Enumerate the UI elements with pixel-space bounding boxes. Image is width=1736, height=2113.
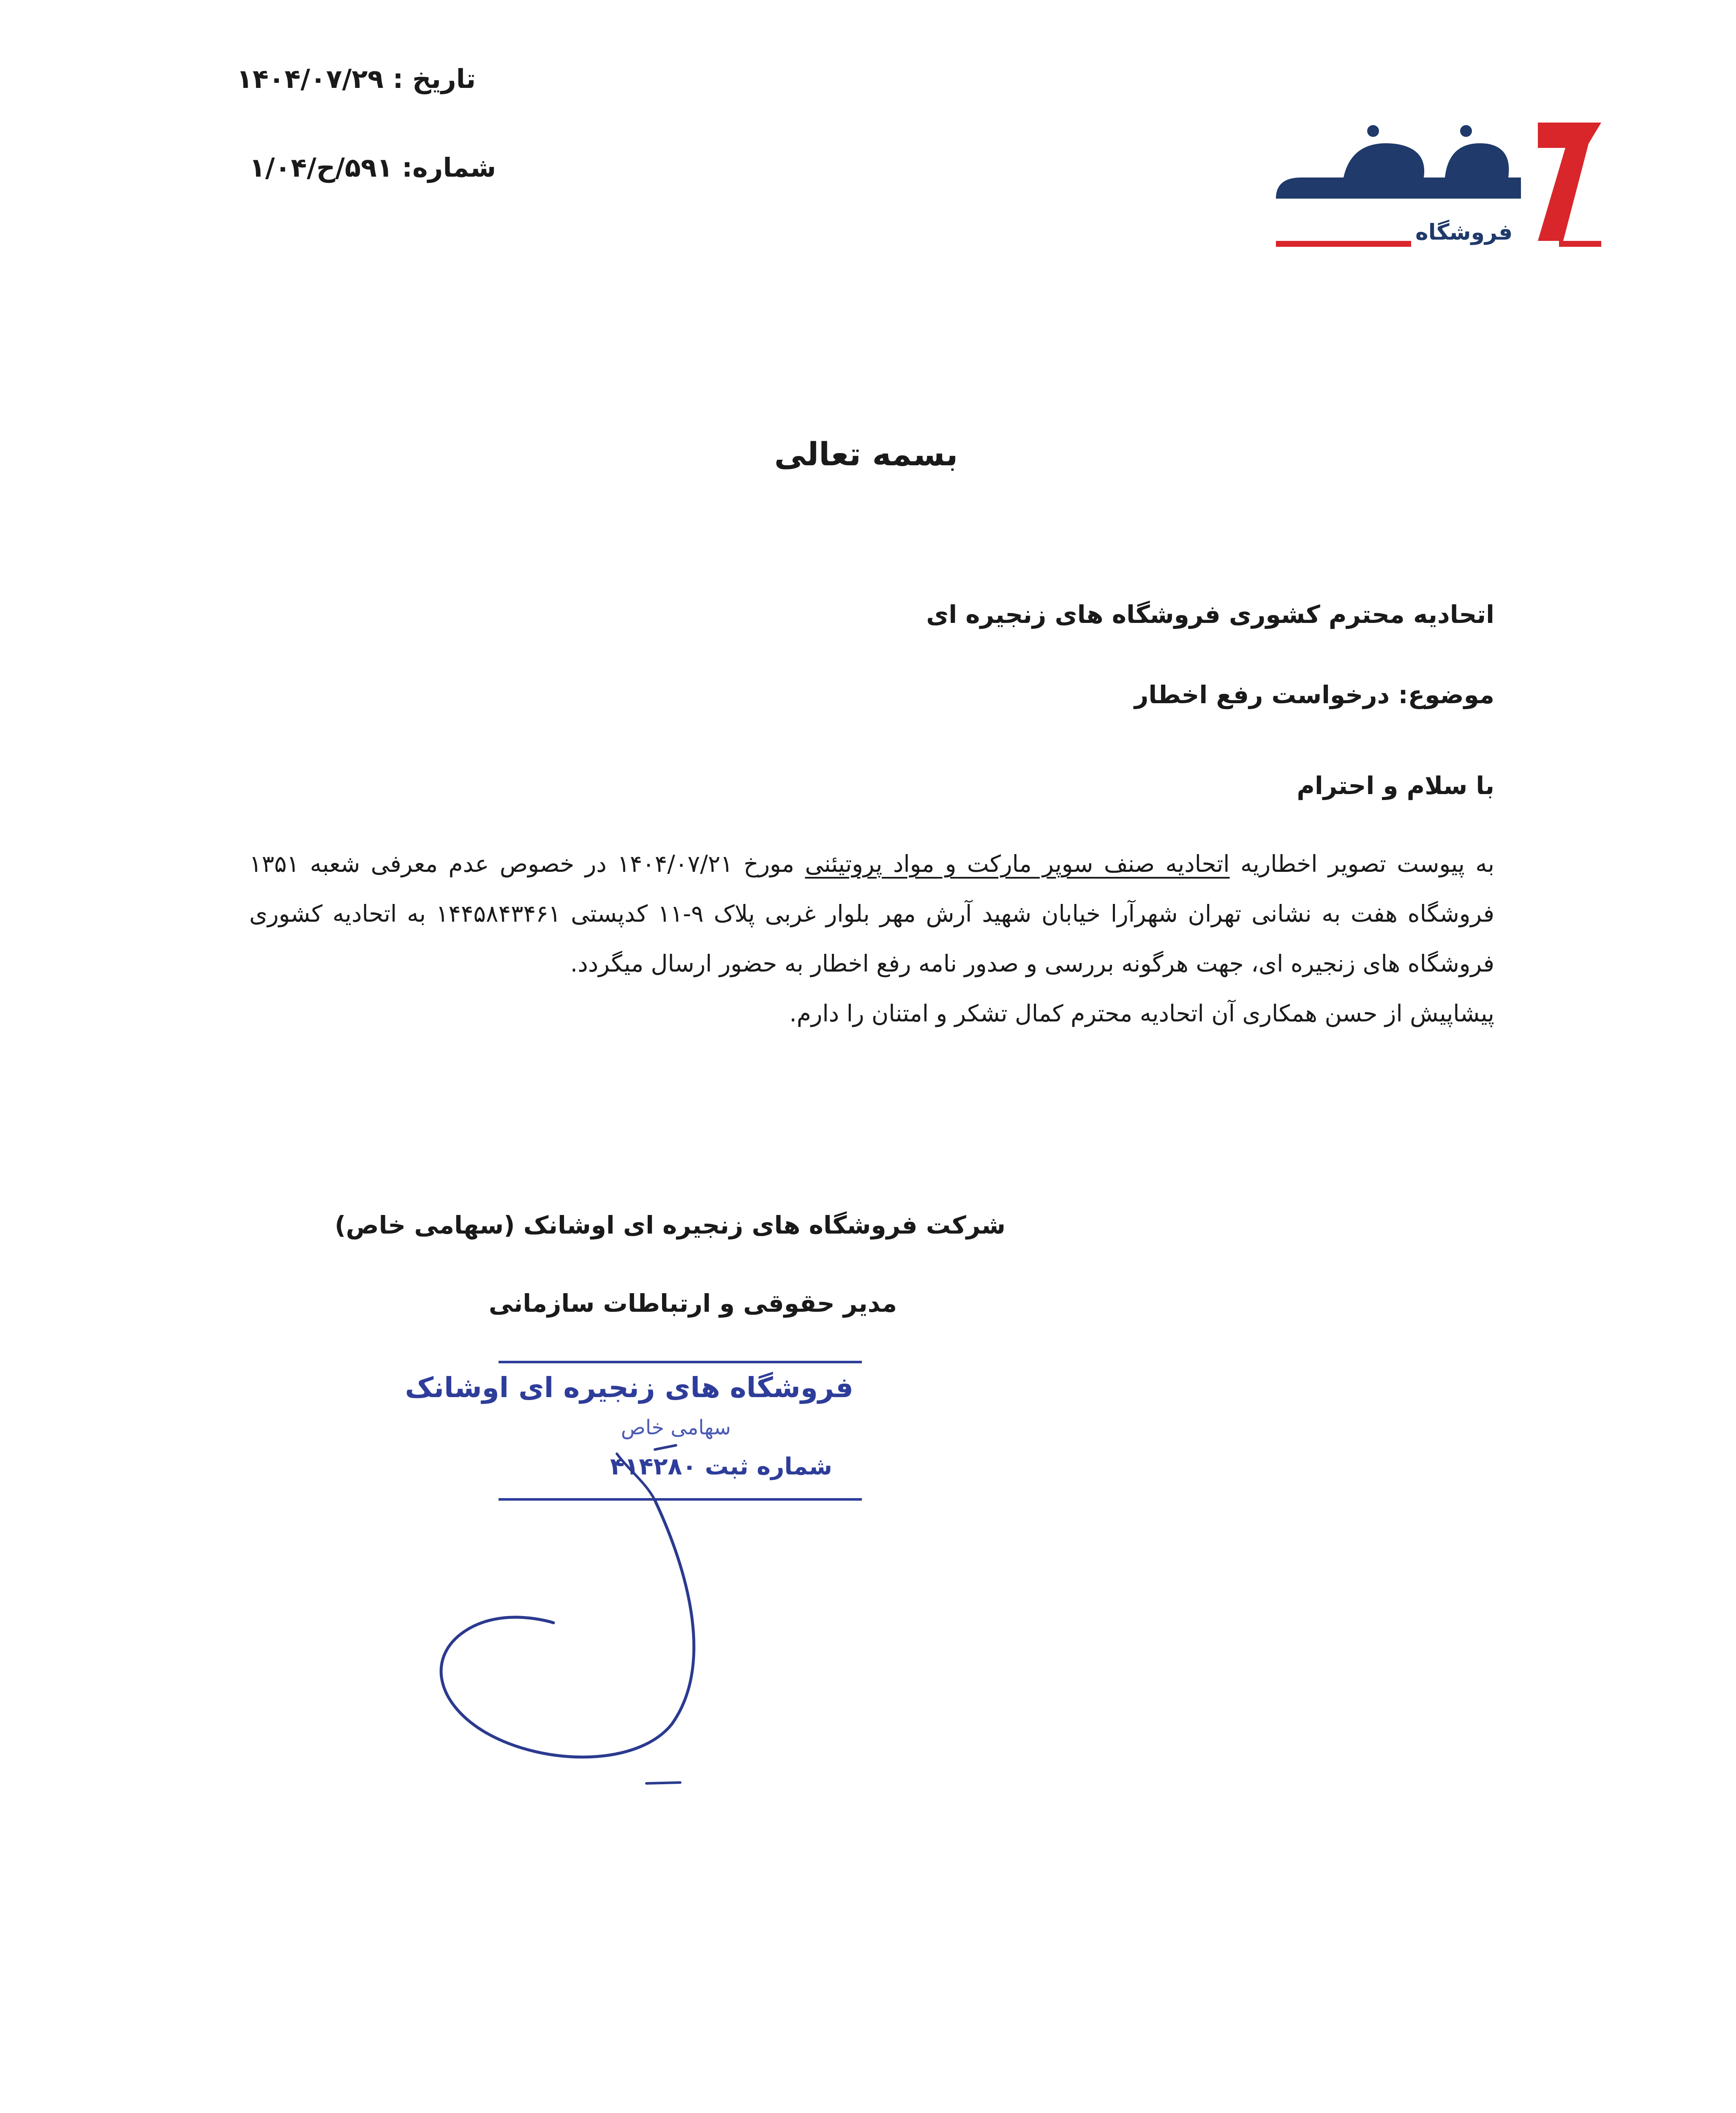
stamp-registration-number: شماره ثبت ۴۱۴۲۸۰ bbox=[610, 1453, 832, 1480]
body-paragraph-1 bbox=[249, 839, 1494, 988]
subject-line: موضوع: درخواست رفع اخطار bbox=[1134, 680, 1494, 709]
letter-date: تاریخ : ۱۴۰۴/۰۷/۲۹ bbox=[237, 63, 476, 94]
handwritten-signature bbox=[418, 1395, 722, 1813]
signature-stroke bbox=[617, 1454, 655, 1500]
haft-stores-logo bbox=[1267, 114, 1605, 258]
logo-word-shape bbox=[1276, 143, 1521, 199]
letter-number: شماره: ۵۹۱/ح/۱/۰۴ bbox=[249, 152, 496, 183]
sender-position: مدیر حقوقی و ارتباطات سازمانی bbox=[488, 1289, 897, 1318]
signature-tick bbox=[655, 1445, 676, 1450]
letter-body bbox=[249, 839, 1494, 1038]
body-text: مورخ ۱۴۰۴/۰۷/۲۱ در خصوص عدم معرفی شعبه ۱۳۵۱ فروشگاه هفت به نشانی تهران شهرآرا خیابان شهید آرش مهر بلوار غربی پلاک ۹-۱۱ کدپستی ۱۴۴۵۸۴۳۴۶۱ به اتحادیه کشوری فروشگاه های زنجیره ای، جهت هرگونه بررسی و صدور نامه رفع اخطار به حضور ارسال میگردد. bbox=[249, 850, 1494, 977]
stamp-company-type: سهامی خاص bbox=[621, 1416, 731, 1439]
logo-dot bbox=[1367, 125, 1379, 137]
underlined-union-name: اتحادیه صنف سوپر مارکت و مواد پروتیئنی bbox=[805, 850, 1230, 877]
logo-seven-shape bbox=[1538, 123, 1601, 241]
logo-dot bbox=[1460, 125, 1472, 137]
logo-sub-label: فروشگاه bbox=[1415, 220, 1513, 245]
signature-loop bbox=[441, 1500, 694, 1757]
body-paragraph-2: پیشاپیش از حسن همکاری آن اتحادیه محترم کمال تشکر و امتنان را دارم. bbox=[789, 1000, 1494, 1027]
stamp-rule-top bbox=[499, 1361, 862, 1363]
stamp-company-name: فروشگاه های زنجیره ای اوشانک bbox=[405, 1371, 853, 1404]
logo-underline-left bbox=[1276, 241, 1411, 247]
invocation-heading: بسمه تعالی bbox=[774, 435, 958, 473]
sender-company: شرکت فروشگاه های زنجیره ای اوشانک (سهامی خاص) bbox=[335, 1211, 1006, 1239]
logo-underline-right bbox=[1559, 241, 1601, 247]
greeting-line: با سلام و احترام bbox=[1297, 771, 1494, 800]
body-text: به پیوست تصویر اخطاریه bbox=[1229, 850, 1494, 877]
recipient-line: اتحادیه محترم کشوری فروشگاه های زنجیره ای bbox=[926, 600, 1494, 629]
